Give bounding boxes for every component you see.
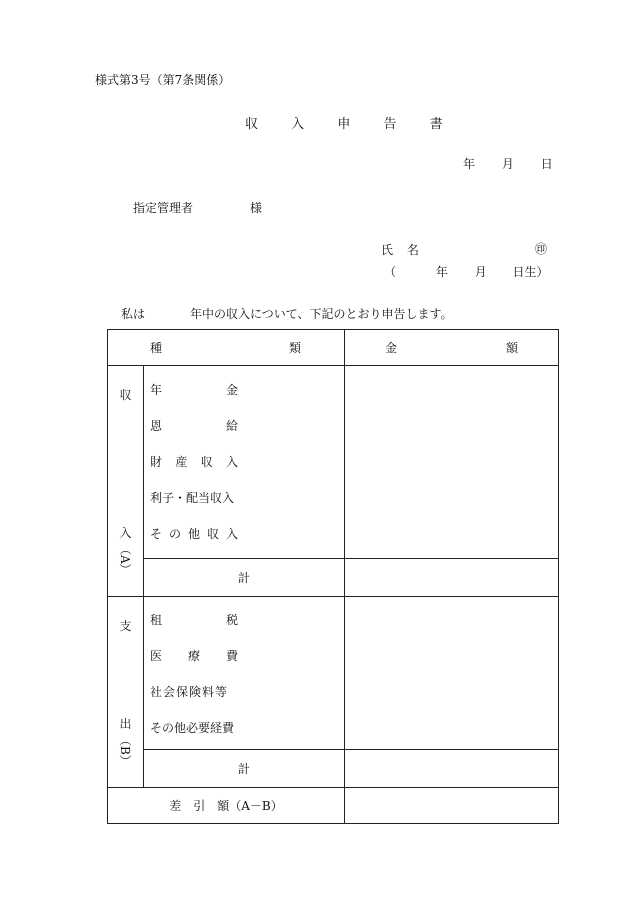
title-char: 入 xyxy=(291,117,305,132)
declaration-prefix: 私は xyxy=(121,307,146,321)
income-label-char: 収 xyxy=(119,388,132,402)
expense-label-mark: （B） xyxy=(118,734,132,767)
income-item-pension xyxy=(150,381,238,398)
item-char: 費 xyxy=(225,648,238,663)
expense-subtotal-amount[interactable] xyxy=(345,750,559,788)
expense-item-tax xyxy=(150,611,238,628)
income-subtotal-label xyxy=(144,558,345,596)
title-char: 申 xyxy=(337,117,351,132)
item-char: 給 xyxy=(225,419,238,434)
birth-month-label: 月 xyxy=(474,265,487,279)
title-char: 書 xyxy=(429,117,443,132)
income-item-onkyu xyxy=(150,417,238,434)
item-char: 産 xyxy=(175,455,188,470)
header-kind-char: 類 xyxy=(288,341,301,355)
item-char: の xyxy=(168,527,181,542)
item-text: 利子・配当収入 xyxy=(150,491,235,506)
difference-row xyxy=(108,788,559,824)
income-subtotal-row xyxy=(108,558,559,596)
item-char: 租 xyxy=(150,612,163,627)
expense-item-other xyxy=(150,719,238,736)
difference-label-cell xyxy=(108,788,345,824)
income-label-cell xyxy=(108,366,144,597)
income-table xyxy=(107,329,559,824)
expense-amount-cell[interactable] xyxy=(345,597,559,750)
expense-subtotal-label xyxy=(144,750,345,788)
subtotal-text: 計 xyxy=(237,570,250,585)
header-amount-char: 額 xyxy=(505,341,518,355)
item-char: 医 xyxy=(150,648,163,663)
item-char: 年 xyxy=(150,383,163,398)
difference-label: 差 引 額（A－B） xyxy=(169,799,283,813)
item-char: 収 xyxy=(200,455,213,470)
income-row xyxy=(108,366,559,559)
expense-subtotal-row xyxy=(108,750,559,788)
addressee-honorific: 様 xyxy=(250,201,263,215)
date-day-label: 日 xyxy=(540,157,553,171)
birth-day-label: 日生） xyxy=(512,265,549,279)
applicant-name-label xyxy=(381,241,419,258)
difference-amount-cell[interactable] xyxy=(345,788,559,824)
income-items-cell xyxy=(144,366,345,559)
item-text: 社会保険料等 xyxy=(150,684,229,699)
declaration-text: 年中の収入について、下記のとおり申告します。 xyxy=(190,307,453,321)
income-subtotal-amount[interactable] xyxy=(345,558,559,596)
income-item-other xyxy=(150,525,238,542)
item-char: 税 xyxy=(225,612,238,627)
income-label-char: 入 xyxy=(119,526,132,541)
birth-year-label: 年 xyxy=(435,265,448,279)
item-text: その他必要経費 xyxy=(150,720,235,735)
expense-item-social-insurance xyxy=(150,683,238,700)
item-char: 恩 xyxy=(150,419,163,434)
page-title xyxy=(245,113,443,132)
name-label-char: 名 xyxy=(406,243,419,257)
income-label-mark: （A） xyxy=(118,543,132,576)
expense-label-char: 出 xyxy=(119,717,132,732)
seal-mark: ㊞ xyxy=(535,242,548,256)
expense-item-medical xyxy=(150,647,238,664)
date-line xyxy=(463,155,553,172)
addressee-label: 指定管理者 xyxy=(133,201,194,215)
item-char: 金 xyxy=(225,383,238,398)
birth-date-line xyxy=(384,263,549,280)
income-item-property xyxy=(150,453,238,470)
expense-items-cell xyxy=(144,597,345,750)
header-kind-cell xyxy=(108,330,345,366)
birth-open-paren: （ xyxy=(384,265,397,279)
header-amount-cell xyxy=(345,330,559,366)
expense-row xyxy=(108,597,559,750)
date-year-label: 年 xyxy=(463,157,476,171)
income-item-interest xyxy=(150,489,238,506)
expense-label-cell xyxy=(108,597,144,788)
item-char: 入 xyxy=(225,527,238,542)
item-char: 収 xyxy=(206,527,219,542)
item-char: 入 xyxy=(225,455,238,470)
header-kind-char: 種 xyxy=(150,341,163,355)
name-label-char: 氏 xyxy=(381,243,394,257)
form-number: 様式第3号（第7条関係） xyxy=(95,73,231,87)
income-amount-cell[interactable] xyxy=(345,366,559,559)
header-amount-char: 金 xyxy=(385,341,398,355)
title-char: 収 xyxy=(245,117,259,132)
table-header-row xyxy=(108,330,559,366)
subtotal-text: 計 xyxy=(237,762,250,776)
title-char: 告 xyxy=(383,117,397,132)
date-month-label: 月 xyxy=(501,157,514,171)
item-char: そ xyxy=(150,527,163,542)
expense-label-char: 支 xyxy=(119,619,132,633)
item-char: 他 xyxy=(187,527,200,542)
item-char: 療 xyxy=(187,648,200,663)
item-char: 財 xyxy=(150,455,163,470)
